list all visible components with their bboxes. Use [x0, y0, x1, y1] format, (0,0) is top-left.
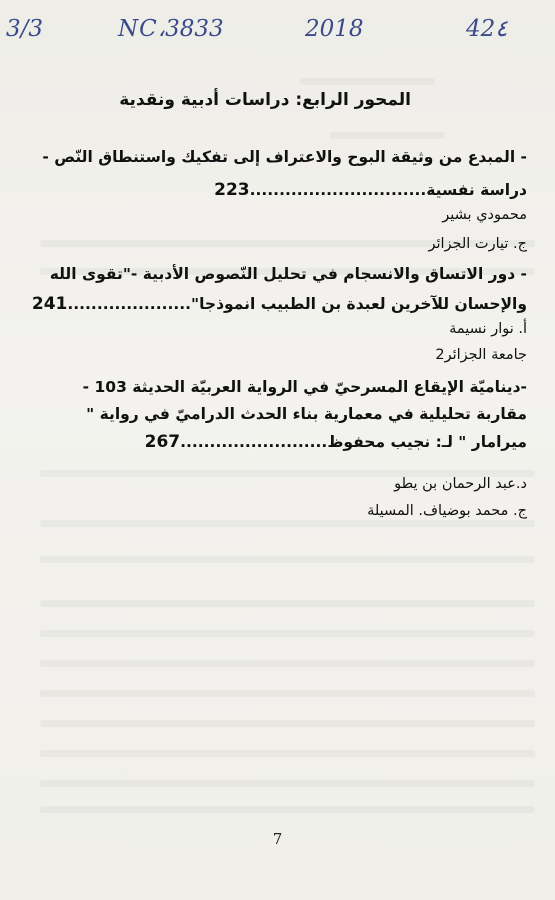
handwritten-page-count: 3/3 [6, 16, 44, 42]
entry-2-title-text: والإحسان للآخرين لعبدة بن الطبيب انموذجا" [191, 295, 527, 313]
bleed-through [40, 690, 535, 697]
bleed-through [40, 556, 535, 563]
handwritten-nc-number: NC،3833 [118, 16, 224, 42]
bleed-through [40, 720, 535, 727]
bleed-through [40, 806, 535, 813]
entry-3-title-text: ميرامار " لـ: نجيب محفوظ [327, 433, 527, 451]
entry-3-affiliation: ج. محمد بوضياف. المسيلة [367, 503, 527, 519]
dot-leader: ..................... [67, 295, 192, 313]
bleed-through [40, 750, 535, 757]
entry-1-title-line2 [214, 180, 527, 200]
handwritten-year: 2018 [305, 16, 364, 42]
entry-3-page-number: 267 [144, 432, 181, 452]
dot-leader: ......................... [180, 433, 328, 451]
section-title: المحور الرابع: دراسات أدبية ونقدية [119, 90, 411, 110]
entry-3-title-line2: مقاربة تحليلية في معمارية بناء الحدث الدراميّ في رواية " [86, 405, 527, 423]
bleed-through [330, 132, 445, 139]
bleed-through [40, 600, 535, 607]
entry-3-author: د.عبد الرحمان بن يطو [394, 476, 527, 492]
handwritten-number: 42٤ [466, 16, 508, 42]
bleed-through [40, 520, 535, 527]
entry-1-affiliation: ج. تيارت الجزائر [428, 236, 527, 252]
dot-leader: .............................. [249, 181, 427, 199]
entry-2-affiliation: جامعة الجزائر2 [435, 347, 527, 363]
entry-3-title-line1: -ديناميّة الإيقاع المسرحيّ في الرواية العربيّة الحديثة 103 - [82, 378, 527, 396]
entry-3-title-line3 [145, 432, 527, 452]
entry-1-author: محمودي بشير [442, 207, 527, 223]
entry-2-title-line1: - دور الاتساق والانسجام في تحليل النّصوص الأدبية -"تقوى الله [49, 265, 527, 283]
entry-1-page-number: 223 [214, 180, 250, 200]
bleed-through [40, 630, 535, 637]
entry-1-title-text: دراسة نفسية [426, 181, 527, 199]
bleed-through [40, 660, 535, 667]
bleed-through [40, 780, 535, 787]
entry-2-page-number: 241 [31, 294, 68, 314]
bleed-through [300, 78, 435, 85]
page-number: 7 [272, 830, 283, 848]
entry-2-author: أ. نوار نسيمة [449, 321, 527, 337]
entry-2-title-line2 [32, 294, 527, 314]
entry-1-title-line1: - المبدع من وثيقة البوح والاعتراف إلى تفكيك واستنطاق النّص - [42, 148, 527, 166]
